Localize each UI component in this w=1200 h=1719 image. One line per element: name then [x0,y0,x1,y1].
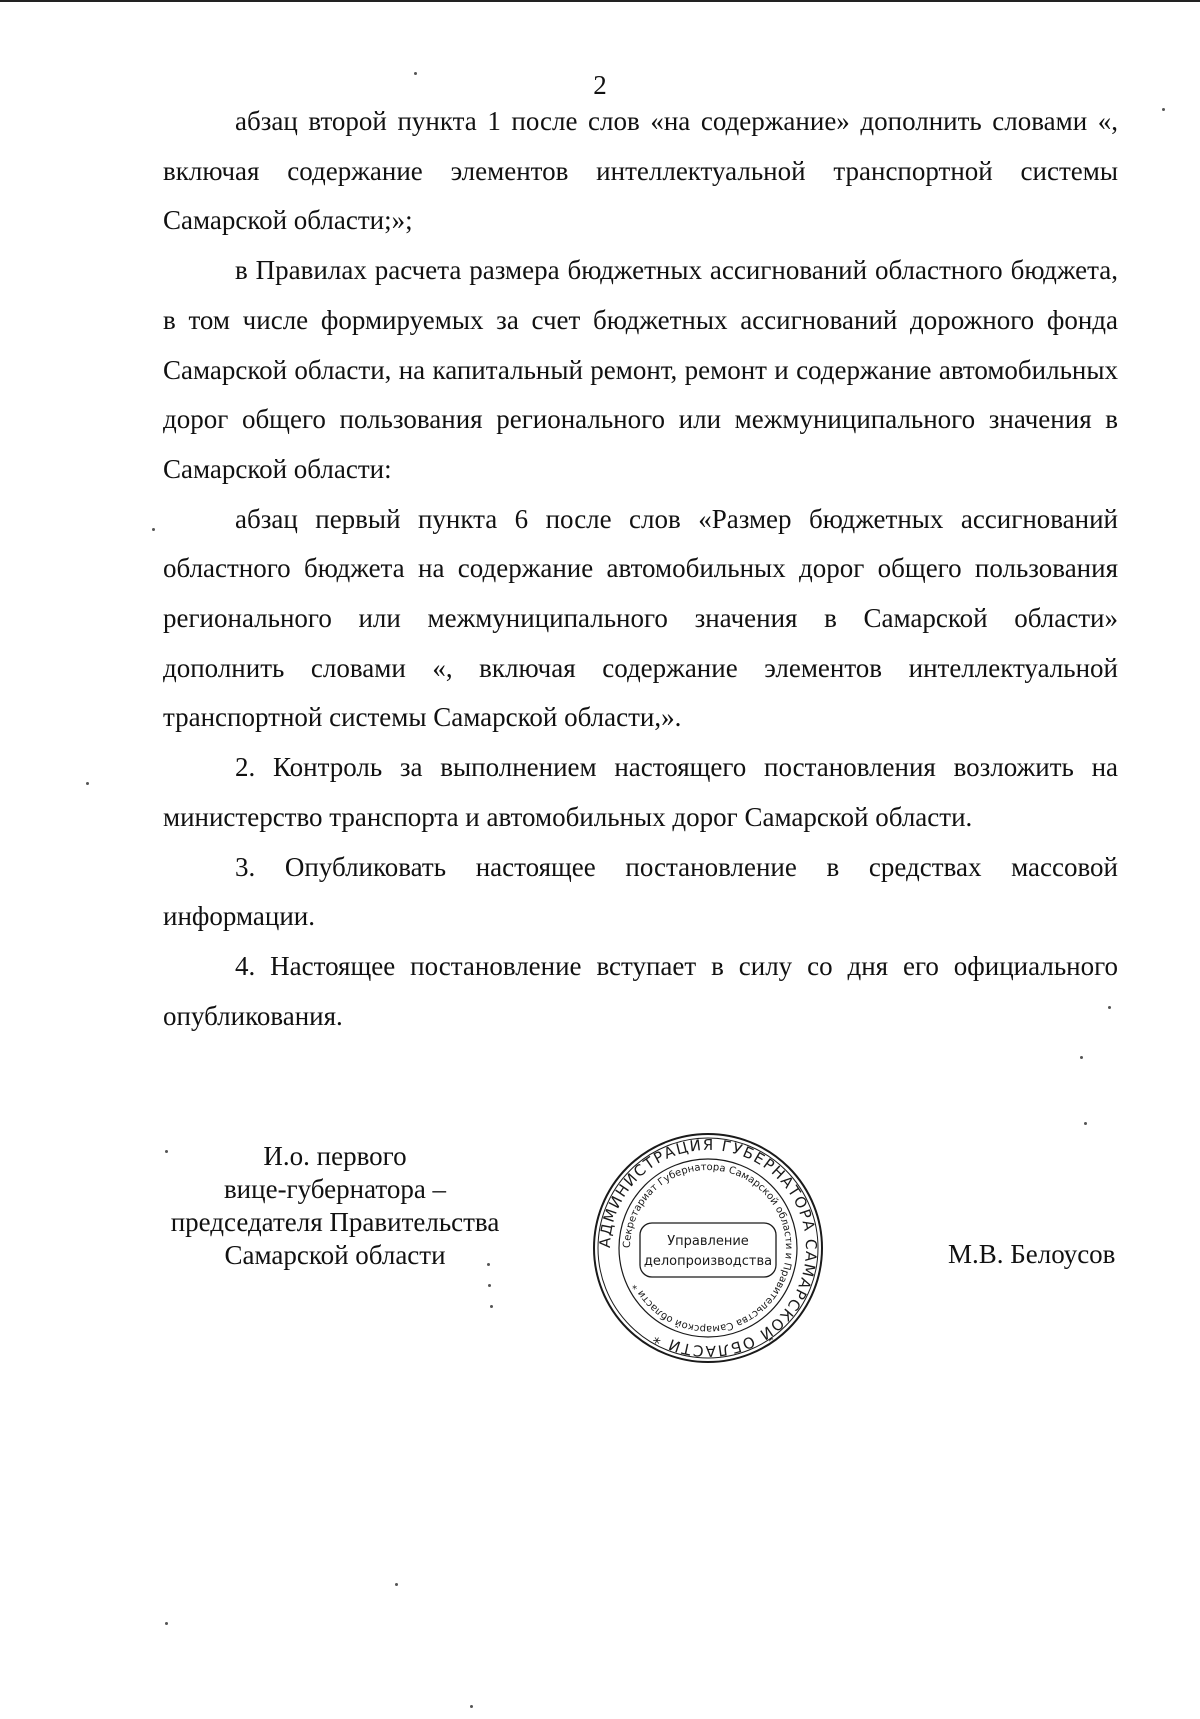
paragraph: абзац первый пункта 6 после слов «Размер бюджетных ассигнований областного бюджета на содержание автомобильных дорог общего пользования регионального или межмуниципального значения в Самарской области» дополнить словами «, включая содержание элементов интеллектуальной транспортной системы Самарской области,». [163,503,1118,733]
top-border-line [0,0,1200,2]
official-seal [590,1130,826,1366]
scan-speck [1108,1006,1111,1009]
signatory-title-line: председателя Правительства [170,1207,500,1237]
paragraph: абзац второй пункта 1 после слов «на содержание» дополнить словами «, включая содержание элементов интеллектуальной транспортной системы Самарской области;»; [163,106,1118,236]
signatory-title-line: вице-губернатора – [223,1174,447,1204]
signatory-title-line: Самарской области [224,1240,446,1270]
paragraph: 4. Настоящее постановление вступает в силу со дня его официального опубликования. [163,950,1118,1031]
scan-speck [488,1284,491,1287]
scan-speck [490,1305,493,1308]
page-number: 2 [593,70,607,100]
scan-speck [165,1150,168,1153]
paragraph: 3. Опубликовать настоящее постановление в средствах массовой информации. [163,851,1118,932]
scan-speck [414,72,417,75]
scan-speck [487,1263,490,1266]
scan-speck [470,1705,473,1708]
paragraph: в Правилах расчета размера бюджетных ассигнований областного бюджета, в том числе формируемых за счет бюджетных ассигнований дорожного фонда Самарской области, на капитальный ремонт, ремонт и содержание автомобильных дорог общего пользования регионального или межмуниципального значения в Самарской области: [163,255,1118,484]
paragraph: 2. Контроль за выполнением настоящего постановления возложить на министерство транспорта и автомобильных дорог Самарской области. [163,752,1118,832]
seal-outer-text: АДМИНИСТРАЦИЯ ГУБЕРНАТОРА САМАРСКОЙ ОБЛАСТИ * [595,1135,821,1361]
document-body [163,97,1118,1041]
scan-speck [395,1583,398,1586]
scan-speck [1080,1056,1083,1059]
signatory-title [140,1140,530,1272]
signatory-title-line: И.о. первого [263,1141,407,1171]
scan-speck [152,528,155,531]
scan-speck [1162,108,1165,111]
signatory-name: М.В. Белоусов [948,1239,1116,1269]
scan-speck [1084,1122,1087,1125]
scan-speck [86,782,89,785]
seal-center-line: делопроизводства [643,1254,773,1269]
seal-graphic [590,1130,826,1366]
seal-center-line: Управление [667,1234,749,1249]
scan-speck [165,1622,168,1625]
seal-inner-text: Секретариат Губернатора Самарской области и Правительства Самарской области * [621,1161,795,1335]
